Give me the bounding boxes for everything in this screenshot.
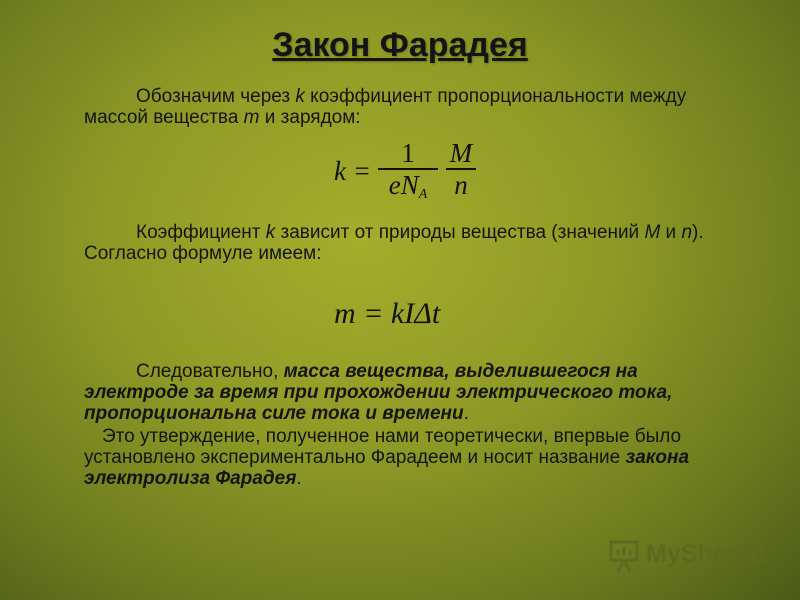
emphasis-text: масса вещества, выделившегося на электроде за время при прохождении электрического тока, пропорциональна силе тока и времени bbox=[84, 361, 673, 424]
formula-mass: m = kIΔt bbox=[334, 297, 441, 330]
emphasis-law-name: закона электролиза Фарадея bbox=[84, 447, 690, 489]
fraction-numerator: M bbox=[449, 138, 473, 168]
fraction-numerator: 1 bbox=[401, 138, 415, 168]
fraction-m-over-n bbox=[446, 138, 476, 200]
paragraph-conclusion: Следовательно, масса вещества, выделившегося на электроде за время при прохождении электрического тока, пропорциональна силе тока и времени. bbox=[84, 361, 673, 424]
var-k: k bbox=[295, 86, 305, 107]
fraction-denominator: n bbox=[454, 170, 468, 200]
paragraph-faraday: Это утверждение, полученное нами теоретически, впервые было установлено экспериментально Фарадеем и носит название закона электролиза Фарадея. bbox=[84, 426, 690, 489]
slide-title: Закон Фарадея bbox=[272, 26, 528, 64]
paragraph-coefficient: Коэффициент k зависит от природы вещества (значений M и n). Согласно формуле имеем: bbox=[84, 222, 704, 264]
fraction-one-over-ena bbox=[378, 138, 438, 200]
var-m: m bbox=[243, 107, 260, 128]
fraction-denominator: $eN_A$ bbox=[388, 170, 428, 202]
paragraph-intro: Обозначим через k коэффициент пропорциональности между массой вещества m и зарядом: bbox=[84, 86, 687, 128]
watermark-logo bbox=[608, 536, 778, 576]
formula-lhs: k = bbox=[334, 156, 371, 186]
watermark-brand: MyShared bbox=[646, 540, 766, 568]
presentation-icon bbox=[608, 538, 642, 574]
